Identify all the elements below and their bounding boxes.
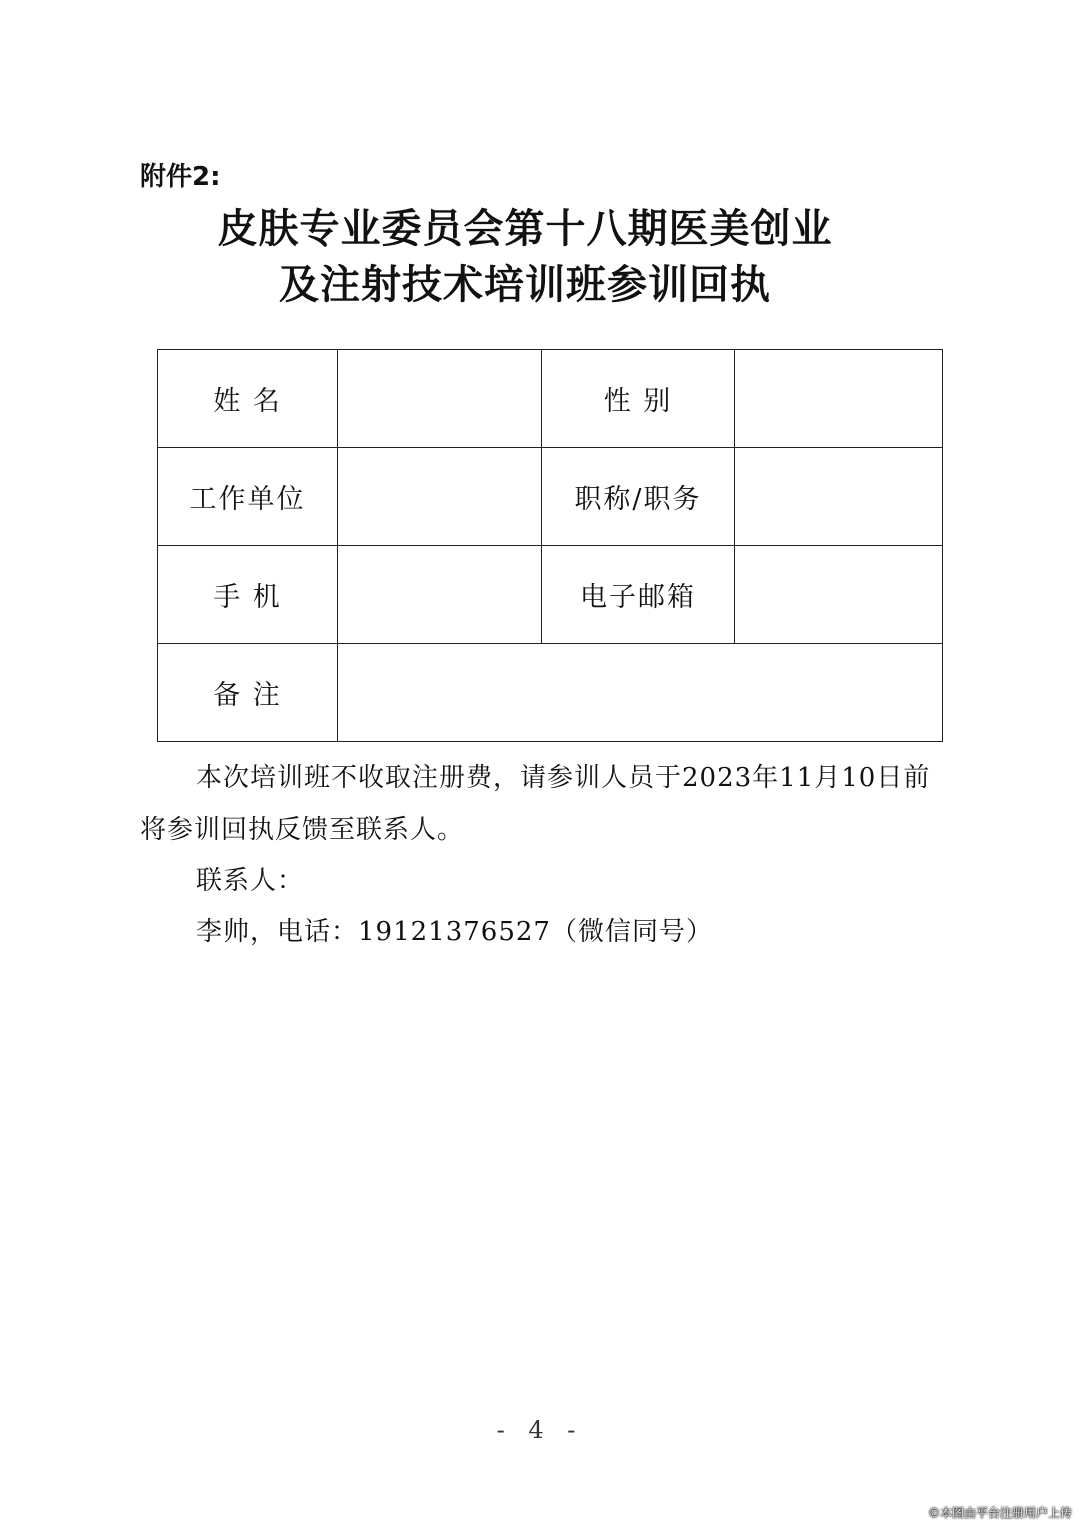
form-row-workplace-title <box>158 448 943 546</box>
gender-field[interactable] <box>735 350 943 448</box>
email-label: 电子邮箱 <box>542 546 735 644</box>
upload-watermark: ©本图由平台注册用户上传 <box>927 1506 1072 1520</box>
remarks-label: 备 注 <box>158 644 338 742</box>
name-field[interactable] <box>338 350 542 448</box>
attachment-label: 附件2: <box>140 162 221 192</box>
notice-paragraph-line-2: 将参训回执反馈至联系人。 <box>140 815 465 845</box>
workplace-field[interactable] <box>338 448 542 546</box>
document-title-line-1: 皮肤专业委员会第十八期医美创业 <box>217 206 833 252</box>
name-label: 姓 名 <box>158 350 338 448</box>
workplace-label: 工作单位 <box>158 448 338 546</box>
contact-label: 联系人： <box>196 866 305 896</box>
phone-field[interactable] <box>338 546 542 644</box>
form-row-name-gender <box>158 350 943 448</box>
document-title-line-2: 及注射技术培训班参训回执 <box>279 262 771 308</box>
notice-paragraph-line-1: 本次培训班不收取注册费，请参训人员于2023年11月10日前 <box>196 763 931 793</box>
form-row-phone-email <box>158 546 943 644</box>
page-number: - 4 - <box>496 1416 584 1444</box>
form-row-remarks <box>158 644 943 742</box>
contact-detail: 李帅，电话：19121376527（微信同号） <box>196 917 713 947</box>
phone-label: 手 机 <box>158 546 338 644</box>
job-title-field[interactable] <box>735 448 943 546</box>
remarks-field[interactable] <box>338 644 943 742</box>
job-title-label: 职称/职务 <box>542 448 735 546</box>
gender-label: 性 别 <box>542 350 735 448</box>
email-field[interactable] <box>735 546 943 644</box>
registration-form-table <box>157 349 943 742</box>
